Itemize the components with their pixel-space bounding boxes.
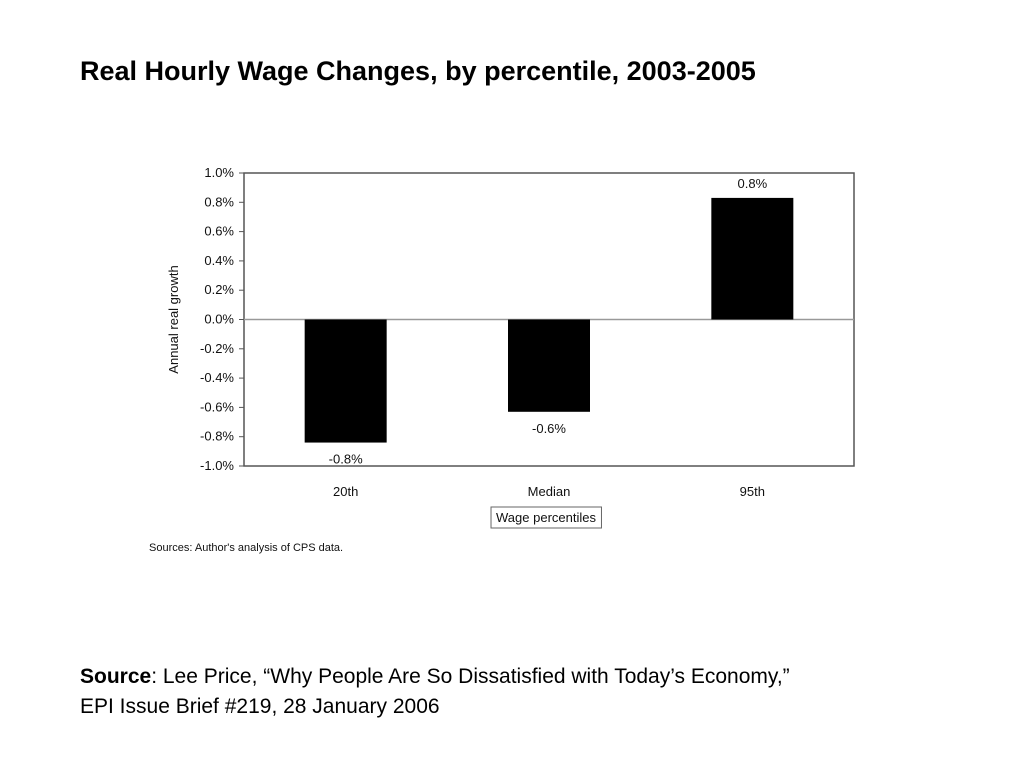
y-tick-label: 1.0% — [204, 165, 234, 180]
y-tick-label: 0.0% — [204, 311, 234, 327]
citation — [80, 662, 980, 722]
slide-title: Real Hourly Wage Changes, by percentile, 2003-2005 — [80, 56, 756, 86]
chart-sources-note: Sources: Author's analysis of CPS data. — [149, 542, 344, 554]
bar — [305, 320, 387, 443]
x-category-label: 95th — [739, 484, 765, 499]
bar — [508, 320, 590, 412]
y-tick-label: 0.8% — [204, 194, 234, 210]
x-category-label: 20th — [333, 484, 359, 499]
y-tick-label: 0.6% — [204, 223, 234, 239]
x-axis-title: Wage percentiles — [496, 510, 596, 525]
bar — [711, 198, 793, 320]
y-tick-label: -0.2% — [200, 340, 234, 356]
bar-data-label: -0.8% — [328, 451, 363, 467]
y-tick-label: 0.4% — [204, 252, 234, 268]
y-tick-label: -0.8% — [200, 428, 234, 444]
bar-data-label: 0.8% — [737, 175, 768, 191]
y-tick-label: 0.2% — [204, 282, 234, 298]
citation-line-2: EPI Issue Brief #219, 28 January 2006 — [80, 695, 440, 718]
x-category-label: Median — [527, 484, 571, 499]
citation-label: Source — [80, 665, 152, 688]
y-tick-label: -0.4% — [200, 370, 234, 386]
y-tick-label: -1.0% — [200, 458, 234, 473]
y-tick-label: -0.6% — [200, 399, 234, 415]
citation-line-1: : Lee Price, “Why People Are So Dissatisfied with Today’s Economy,” — [151, 665, 790, 688]
bar-data-label: -0.6% — [532, 420, 566, 436]
y-axis-title: Annual real growth — [166, 265, 181, 374]
